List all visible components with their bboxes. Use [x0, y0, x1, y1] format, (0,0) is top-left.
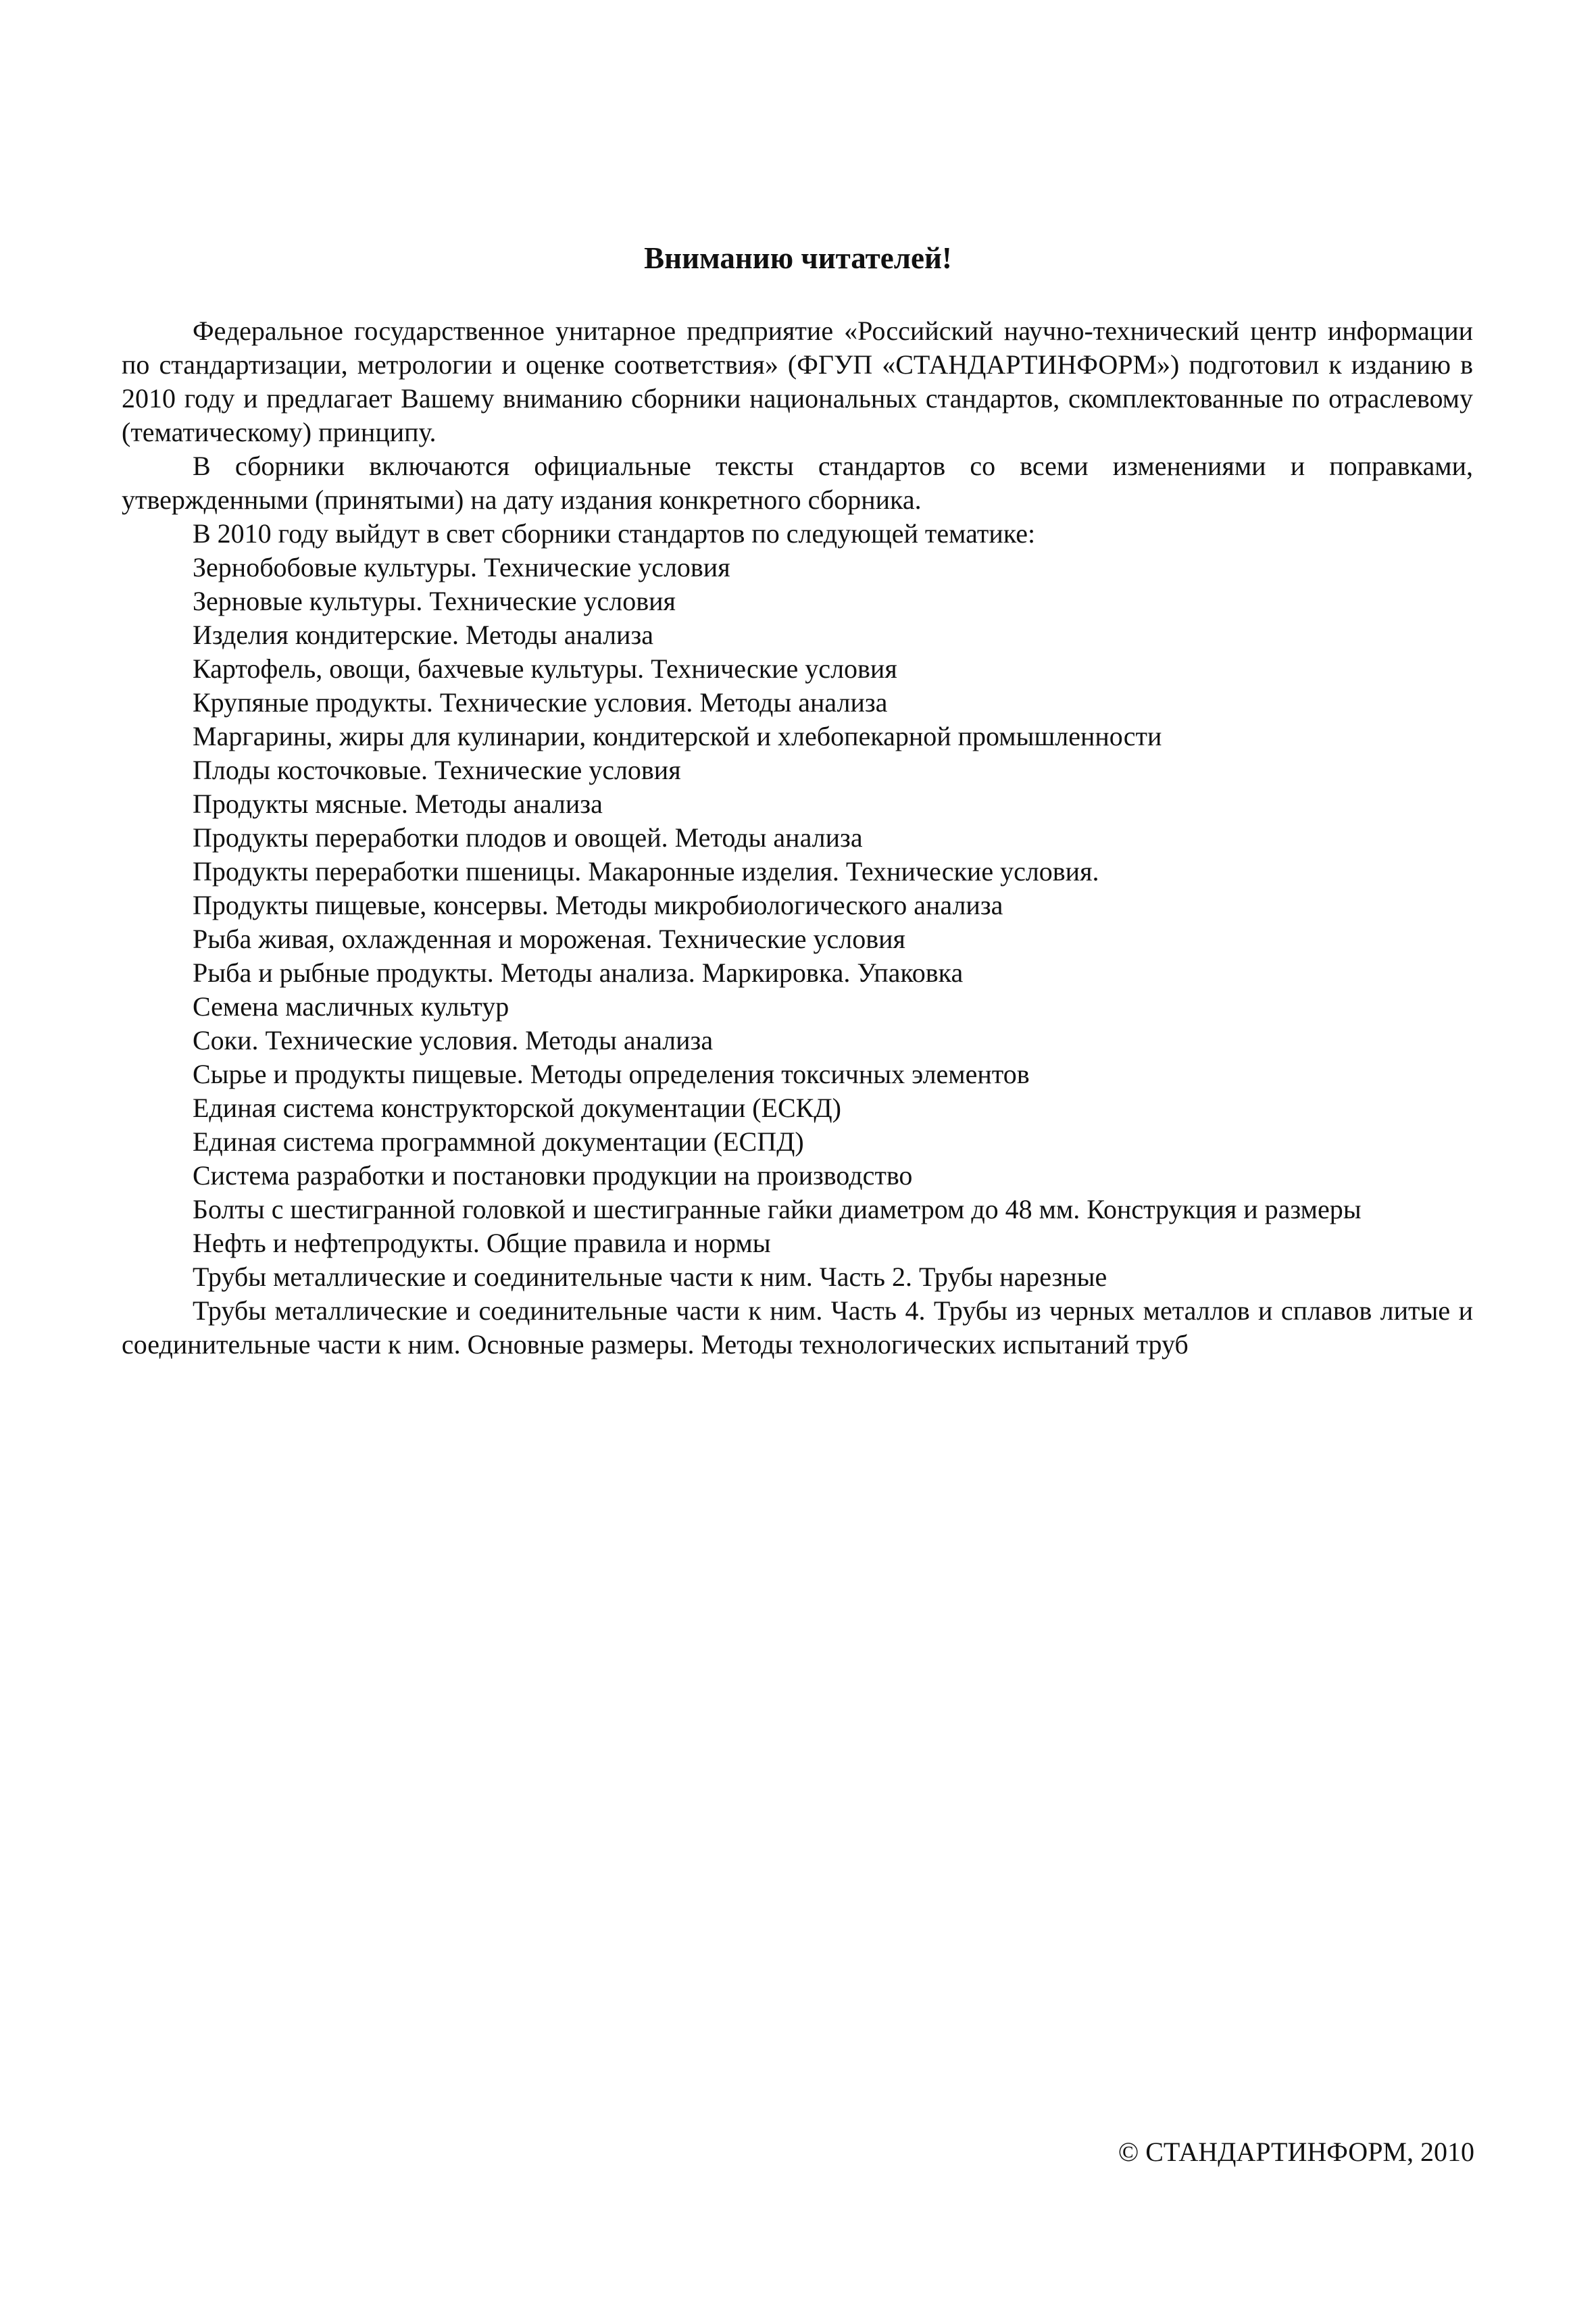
copyright-notice: © СТАНДАРТИНФОРМ, 2010 [1118, 2137, 1474, 2167]
list-item: Зерновые культуры. Технические условия [193, 586, 676, 616]
topics-list [122, 551, 1473, 1362]
list-item: Продукты пищевые, консервы. Методы микробиологического анализа [193, 890, 1003, 920]
list-item: Рыба живая, охлажденная и мороженая. Технические условия [193, 924, 905, 954]
intro-paragraph: Федеральное государственное унитарное предприятие «Российский научно-технический центр информации по стандартизации, метрологии и оценке соответствия» (ФГУП «СТАНДАРТИНФОРМ») подготовил к изданию в 2010 году и предлагает Вашему вниманию сборники национальных стандартов, скомплектованные по отраслевому (тематическому) принципу. [122, 316, 1473, 447]
list-item: Продукты мясные. Методы анализа [193, 789, 603, 819]
list-item: Плоды косточковые. Технические условия [193, 755, 681, 785]
list-item: Соки. Технические условия. Методы анализа [193, 1025, 714, 1055]
list-item: Система разработки и постановки продукции на производство [193, 1160, 913, 1191]
list-item: Трубы металлические и соединительные части к ним. Часть 4. Трубы из черных металлов и сплавов литые и соединительные части к ним. Основные размеры. Методы технологических испытаний труб [122, 1295, 1473, 1360]
list-item: Рыба и рыбные продукты. Методы анализа. Маркировка. Упаковка [193, 957, 964, 988]
list-item: Сырье и продукты пищевые. Методы определения токсичных элементов [193, 1059, 1030, 1089]
page-title: Вниманию читателей! [644, 241, 952, 275]
list-item: Болты с шестигранной головкой и шестигранные гайки диаметром до 48 мм. Конструкция и размеры [193, 1194, 1362, 1224]
list-item: Продукты переработки плодов и овощей. Методы анализа [193, 822, 863, 853]
inclusion-paragraph: В сборники включаются официальные тексты стандартов со всеми изменениями и поправками, утвержденными (принятыми) на дату издания конкретного сборника. [122, 451, 1473, 515]
body-text [122, 314, 1473, 1362]
list-item: Единая система конструкторской документации (ЕСКД) [193, 1093, 841, 1123]
list-item: Продукты переработки пшеницы. Макаронные изделия. Технические условия. [193, 856, 1099, 887]
list-item: Семена масличных культур [193, 991, 509, 1022]
list-item: Картофель, овощи, бахчевые культуры. Технические условия [193, 653, 897, 684]
topics-intro-paragraph: В 2010 году выйдут в свет сборники стандартов по следующей тематике: [193, 518, 1036, 549]
list-item: Маргарины, жиры для кулинарии, кондитерской и хлебопекарной промышленности [193, 721, 1162, 751]
list-item: Изделия кондитерские. Методы анализа [193, 620, 653, 650]
list-item: Нефть и нефтепродукты. Общие правила и нормы [193, 1228, 771, 1258]
list-item: Крупяные продукты. Технические условия. Методы анализа [193, 687, 888, 718]
list-item: Зернобобовые культуры. Технические условия [193, 552, 730, 582]
list-item: Единая система программной документации (ЕСПД) [193, 1126, 804, 1157]
list-item: Трубы металлические и соединительные части к ним. Часть 2. Трубы нарезные [193, 1262, 1107, 1292]
